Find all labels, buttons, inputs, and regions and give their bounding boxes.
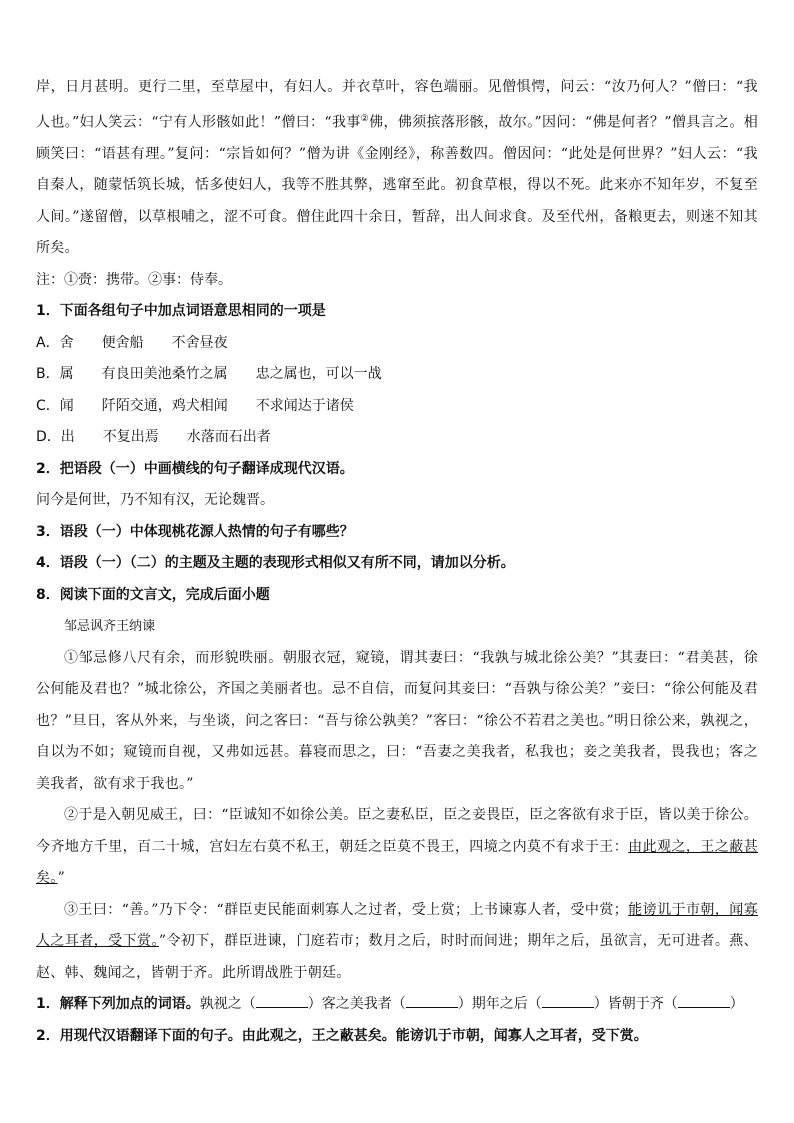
option-sentence: 便舍船: [101, 334, 144, 351]
underlined-sentence: 由此观之，王之蔽甚矣。: [36, 838, 758, 887]
option-letter: D．出: [36, 429, 75, 446]
option-sentence: 不求闻达于诸侯: [255, 397, 354, 414]
footnote: 注：①赍：携带。②事：侍奉。: [36, 271, 232, 288]
word-item: ）: [729, 996, 744, 1013]
paragraph-text: ”令初下，群臣进谏，门庭若市；数月之后，时时而间进；期年之后，虽欲言，无可进者。燕、赵、韩、魏闻之，皆朝于齐。此所谓战胜于朝廷。: [36, 933, 758, 981]
paragraph-text: ②于是入朝见威王，曰：“臣诚知不如徐公美。臣之妻私臣，臣之妾畏臣，臣之客欲有求于臣，皆以美于徐公。今齐地方千里，百二十城，宫妇左右莫不私王，朝廷之臣莫不畏王，四境之内莫不有求于王：: [36, 807, 758, 855]
answer-blank[interactable]: [542, 995, 594, 1008]
option-sentence: 不复出焉: [102, 429, 159, 446]
question-3-stem: 3．语段（一）中体现桃花源人热情的句子有哪些？: [36, 523, 354, 540]
article-paragraph-3: [36, 895, 758, 990]
option-letter: B．属: [36, 366, 74, 383]
option-sentence: 水落而石出者: [186, 429, 271, 446]
question-1-stem: 1．下面各组句子中加点词语意思相同的一项是: [36, 303, 326, 320]
answer-blank[interactable]: [678, 995, 730, 1008]
option-b: [36, 359, 758, 391]
option-letter: C．闻: [36, 397, 74, 414]
sub-question-2: 2．用现代汉语翻译下面的句子。由此观之，王之蔽甚矣。能谤讥于市朝，闻寡人之耳者，受下赏。: [36, 1027, 648, 1044]
option-sentence: 阡陌交通，鸡犬相闻: [101, 397, 228, 414]
footnote-marker: ②: [360, 113, 370, 124]
answer-blank[interactable]: [256, 995, 308, 1008]
sub-question-stem: 1．解释下列加点的词语。: [36, 996, 200, 1013]
option-letter: A．舍: [36, 334, 74, 351]
option-sentence: 不舍昼夜: [171, 334, 228, 351]
paragraph-text: ”: [57, 870, 66, 887]
question-2-stem: 2．把语段（一）中画横线的句子翻译成现代汉语。: [36, 460, 354, 477]
option-sentence: 忠之属也，可以一战: [255, 366, 382, 383]
passage-text: 岸，日月甚明。更行二里，至草屋中，有妇人。并衣草叶，容色端丽。见僧惧愕，问云：“汝乃何人？”僧曰：“我人也。”妇人笑云：“宁有人形骸如此！”僧曰：“我事: [36, 79, 758, 131]
sub-question-1: [36, 989, 758, 1021]
word-item: ）客之美我者（: [307, 996, 406, 1013]
question-4-stem: 4．语段（一）（二）的主题及主题的表现形式相似又有所不同，请加以分析。: [36, 555, 515, 572]
option-c: [36, 391, 758, 423]
passage-text: 佛，佛须摈落形骸，故尔。”因问：“佛是何者？”僧具言之。相顾笑曰：“语甚有理。”复问：“宗旨如何？”僧为讲《金刚经》，称善数四。僧因问：“此处是何世界？”妇人云：“我自秦人，随蒙恬筑长城，恬多使妇人，我等不胜其弊，逃窜至此。初食草根，得以不死。此来亦不知年岁，不复至人间。”遂留僧，以草根哺之，涩不可食。僧住此四十余日，暂辞，出人间求食。及至代州，备粮更去，则迷不知其所矣。: [36, 114, 758, 257]
question-2-sentence: 问今是何世，乃不知有汉，无论魏晋。: [36, 492, 274, 509]
article-paragraph-2: [36, 800, 758, 895]
passage-paragraph: [36, 72, 758, 265]
paragraph-text: ③王曰：“善。”乃下令：“群臣吏民能面刺寡人之过者，受上赏；上书谏寡人者，受中赏；: [64, 901, 629, 918]
article-paragraph-1: ①邹忌修八尺有余，而形貌昳丽。朝服衣冠，窥镜，谓其妻曰：“我孰与城北徐公美？”其妻曰：“君美甚，徐公何能及君也？”城北徐公，齐国之美丽者也。忌不自信，而复问其妾曰：“吾孰与徐公美？”妾曰：“徐公何能及君也？”旦日，客从外来，与坐谈，问之客曰：“吾与徐公孰美？”客曰：“徐公不若君之美也。”明日徐公来，孰视之，自以为不如；窥镜而自视，又弗如远甚。暮寝而思之，曰：“吾妻之美我者，私我也；妾之美我者，畏我也；客之美我者，欲有求于我也。”: [36, 649, 758, 792]
word-item: ）皆朝于齐（: [593, 996, 678, 1013]
word-item: 孰视之（: [199, 996, 256, 1013]
option-d: [36, 422, 758, 454]
underlined-sentence: 能谤讥于市朝，闻寡人之耳者，受下赏。: [36, 901, 758, 950]
question-8-stem: 8．阅读下面的文言文，完成后面小题: [36, 586, 270, 603]
option-sentence: 有良田美池桑竹之属: [101, 366, 228, 383]
article-title: 邹忌讽齐王纳谏: [64, 619, 156, 635]
answer-blank[interactable]: [406, 995, 458, 1008]
word-item: ）期年之后（: [457, 996, 542, 1013]
option-a: [36, 328, 758, 360]
